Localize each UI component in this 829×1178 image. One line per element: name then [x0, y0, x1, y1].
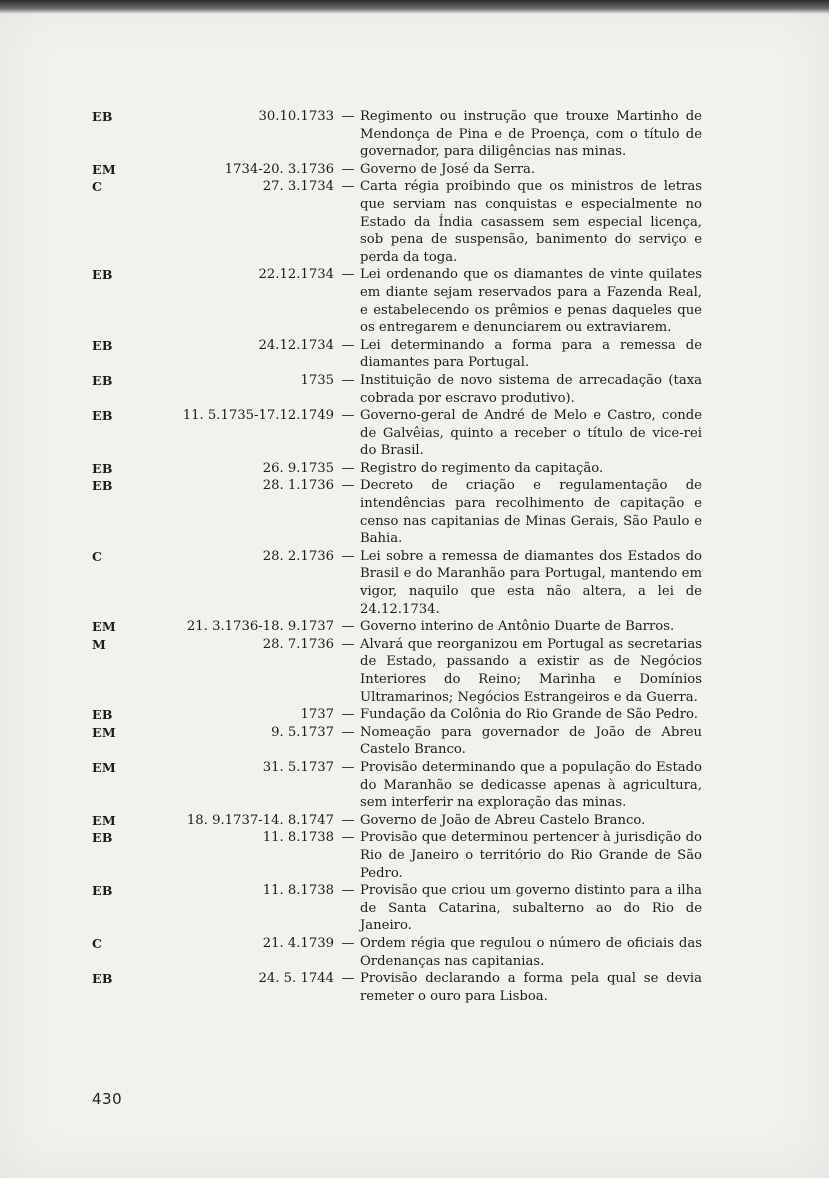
entry-separator: —	[341, 724, 355, 740]
entry-separator: —	[341, 971, 355, 987]
entry-code: EB	[92, 337, 113, 353]
entry-code: EB	[92, 707, 113, 723]
entry-date: 21. 4.1739	[262, 935, 334, 951]
entry-code: EB	[92, 372, 113, 388]
entry-description: Alvará que reorganizou em Portugal as secretarias de Estado, passando a existir as de Negócios Interiores do Reino; Marinha e Domínios Ultramarinos; Negócios Estrangeiros e da Guerra.	[360, 636, 702, 705]
entry-date: 11. 8.1738	[262, 883, 334, 899]
chronology-entry	[92, 372, 702, 407]
entry-separator: —	[341, 812, 355, 828]
entry-code: EM	[92, 724, 116, 740]
entry-description: Governo interino de Antônio Duarte de Barros.	[360, 619, 675, 635]
chronology-entry	[92, 178, 702, 266]
entry-date: 18. 9.1737-14. 8.1747	[186, 812, 334, 828]
entry-separator: —	[341, 161, 355, 177]
entry-description: Provisão determinando que a população do Estado do Maranhão se dedicasse apenas à agricultura, sem interferir na exploração das minas.	[360, 759, 702, 811]
entry-date: 22.12.1734	[258, 267, 334, 283]
entry-separator: —	[341, 759, 355, 775]
chronology-entry	[92, 407, 702, 460]
entry-description: Governo-geral de André de Melo e Castro, conde de Galvêias, quinto a receber o título de vice-rei do Brasil.	[360, 408, 702, 459]
entry-description: Provisão que criou um governo distinto para a ilha de Santa Catarina, subalterno ao do Rio de Janeiro.	[360, 883, 702, 934]
entry-description: Fundação da Colônia do Rio Grande de São Pedro.	[360, 707, 698, 723]
entry-code: EB	[92, 109, 113, 124]
entry-description: Governo de José da Serra.	[360, 161, 536, 177]
entry-code: C	[92, 179, 103, 195]
entry-code: EB	[92, 883, 113, 899]
entry-description: Registro do regimento da capitação.	[360, 460, 604, 476]
chronology-entry	[92, 460, 702, 478]
chronology-entry	[92, 724, 702, 759]
entry-code: EB	[92, 408, 113, 424]
chronology-entry	[92, 108, 702, 161]
chronology-entry	[92, 266, 702, 336]
entry-separator: —	[341, 830, 355, 846]
entry-separator: —	[341, 408, 355, 424]
entry-date: 24.12.1734	[258, 337, 334, 353]
entry-date: 28. 2.1736	[262, 548, 334, 564]
entry-separator: —	[341, 935, 355, 951]
entry-description: Instituição de novo sistema de arrecadação (taxa cobrada por escravo produtivo).	[360, 372, 702, 406]
entry-date: 31. 5.1737	[262, 759, 334, 775]
entry-description: Governo de João de Abreu Castelo Branco.	[360, 812, 646, 828]
entry-separator: —	[341, 337, 355, 353]
entry-description: Carta régia proibindo que os ministros de letras que serviam nas conquistas e especialmente no Estado da Índia casassem sem especial licença, sob pena de suspensão, banimento do serviço e perda da toga.	[360, 179, 702, 265]
entry-description: Provisão declarando a forma pela qual se devia remeter o ouro para Lisboa.	[360, 971, 702, 1004]
entry-code: M	[92, 636, 107, 652]
page-top-edge	[0, 0, 829, 14]
chronology-entry	[92, 548, 702, 618]
entry-code: EM	[92, 619, 116, 635]
chronology-entry	[92, 706, 702, 724]
chronology-entry	[92, 970, 702, 1005]
entry-date: 21. 3.1736-18. 9.1737	[186, 619, 334, 635]
entry-code: EB	[92, 460, 113, 476]
entry-code: EM	[92, 812, 116, 828]
entry-date: 28. 1.1736	[262, 478, 334, 494]
entry-separator: —	[341, 707, 355, 723]
entry-separator: —	[341, 267, 355, 283]
chronology-entry	[92, 935, 702, 970]
chronology-entry	[92, 636, 702, 706]
entry-description: Provisão que determinou pertencer à jurisdição do Rio de Janeiro o território do Rio Grande de São Pedro.	[360, 830, 702, 881]
entry-code: EM	[92, 161, 116, 177]
entry-code: EB	[92, 267, 113, 283]
entry-separator: —	[341, 636, 355, 652]
entry-date: 27. 3.1734	[262, 179, 334, 195]
entry-date: 9. 5.1737	[271, 724, 334, 740]
entry-description: Lei sobre a remessa de diamantes dos Estados do Brasil e do Maranhão para Portugal, mantendo em vigor, naquilo que esta não altera, a lei de 24.12.1734.	[360, 548, 702, 617]
entry-description: Regimento ou instrução que trouxe Martinho de Mendonça de Pina e de Proença, com o título de governador, para diligências nas minas.	[360, 109, 702, 160]
entry-separator: —	[341, 548, 355, 564]
entry-code: C	[92, 935, 103, 951]
entry-description: Ordem régia que regulou o número de oficiais das Ordenanças nas capitanias.	[360, 935, 702, 969]
entry-description: Nomeação para governador de João de Abreu Castelo Branco.	[360, 724, 702, 758]
entry-description: Decreto de criação e regulamentação de intendências para recolhimento de capitação e censo nas capitanias de Minas Gerais, São Paulo e Bahia.	[360, 478, 702, 547]
entry-separator: —	[341, 460, 355, 476]
entry-date: 1734-20. 3.1736	[224, 161, 334, 177]
entry-description: Lei ordenando que os diamantes de vinte quilates em diante sejam reservados para a Fazenda Real, e estabelecendo os prêmios e penas daqueles que os entregarem e denunciarem ou extraviarem.	[360, 267, 702, 336]
entry-date: 28. 7.1736	[262, 636, 334, 652]
chronology-list	[92, 108, 702, 1005]
entry-date: 26. 9.1735	[262, 460, 334, 476]
chronology-entry	[92, 759, 702, 812]
entry-code: C	[92, 548, 103, 564]
entry-date: 24. 5. 1744	[258, 971, 334, 987]
entry-separator: —	[341, 883, 355, 899]
entry-code: EB	[92, 478, 113, 494]
entry-date: 1737	[300, 707, 334, 723]
entry-separator: —	[341, 478, 355, 494]
entry-separator: —	[341, 619, 355, 635]
chronology-entry	[92, 829, 702, 882]
entry-date: 30.10.1733	[258, 109, 334, 124]
entry-description: Lei determinando a forma para a remessa de diamantes para Portugal.	[360, 337, 702, 371]
entry-code: EB	[92, 830, 113, 846]
entry-code: EM	[92, 759, 116, 775]
entry-separator: —	[341, 179, 355, 195]
entry-code: EB	[92, 971, 113, 987]
chronology-entry	[92, 618, 702, 636]
page-number: 430	[92, 1090, 123, 1108]
chronology-entry	[92, 812, 702, 830]
chronology-entry	[92, 882, 702, 935]
chronology-entry	[92, 161, 702, 179]
entry-date: 1735	[300, 372, 334, 388]
chronology-entry	[92, 477, 702, 547]
entry-separator: —	[341, 109, 355, 124]
entry-date: 11. 5.1735-17.12.1749	[182, 408, 334, 424]
entry-date: 11. 8.1738	[262, 830, 334, 846]
entry-separator: —	[341, 372, 355, 388]
chronology-entry	[92, 337, 702, 372]
